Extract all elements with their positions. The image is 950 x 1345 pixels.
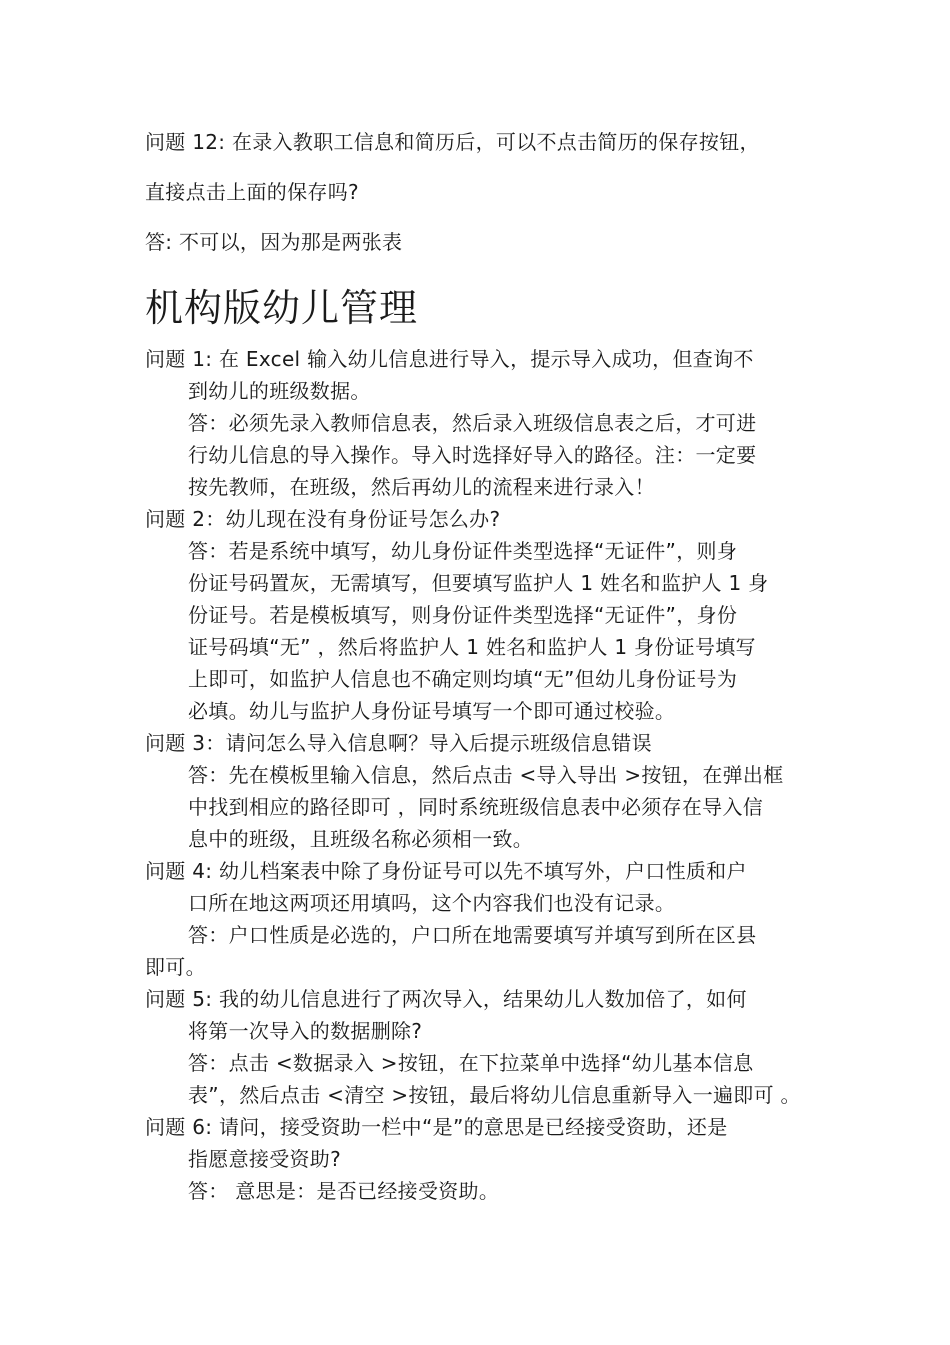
question-2-line-1: 问题 2：幼儿现在没有身份证号怎么办?	[145, 507, 501, 531]
answer-2-line-4: 证号码填“无” ，然后将监护人 1 姓名和监护人 1 身份证号填写	[188, 635, 756, 659]
answer-3-line-3: 息中的班级，且班级名称必须相一致。	[188, 827, 534, 851]
answer-2-line-1: 答：若是系统中填写，幼儿身份证件类型选择“无证件”，则身	[188, 539, 738, 563]
answer-3-line-2: 中找到相应的路径即可 ，同时系统班级信息表中必须存在导入信	[188, 795, 764, 819]
answer-2-line-3: 份证号。若是模板填写，则身份证件类型选择“无证件”，身份	[188, 603, 738, 627]
question-6-line-1: 问题 6: 请问，接受资助一栏中“是”的意思是已经接受资助，还是	[145, 1115, 728, 1139]
answer-3-line-1: 答：先在模板里输入信息，然后点击 <导入导出 >按钮，在弹出框	[188, 763, 784, 787]
answer-2-line-5: 上即可，如监护人信息也不确定则均填“无”但幼儿身份证号为	[188, 667, 738, 691]
answer-2-line-2: 份证号码置灰，无需填写，但要填写监护人 1 姓名和监护人 1 身	[188, 571, 769, 595]
question-5-line-2: 将第一次导入的数据删除?	[188, 1019, 423, 1043]
answer-5-line-2: 表”，然后点击 <清空 >按钮，最后将幼儿信息重新导入一遍即可 。	[188, 1083, 801, 1107]
question-5-line-1: 问题 5: 我的幼儿信息进行了两次导入，结果幼儿人数加倍了，如何	[145, 987, 747, 1011]
answer-2-line-6: 必填。幼儿与监护人身份证号填写一个即可通过校验。	[188, 699, 676, 723]
answer-4-line-2: 即可。	[145, 955, 206, 979]
question-1-line-1: 问题 1: 在 Excel 输入幼儿信息进行导入，提示导入成功，但查询不	[145, 347, 754, 371]
answer-5-line-1: 答：点击 <数据录入 >按钮，在下拉菜单中选择“幼儿基本信息	[188, 1051, 754, 1075]
question-3-line-1: 问题 3：请问怎么导入信息啊？导入后提示班级信息错误	[145, 731, 652, 755]
answer-1-line-2: 行幼儿信息的导入操作。导入时选择好导入的路径。注：一定要	[188, 443, 757, 467]
question-4-line-1: 问题 4: 幼儿档案表中除了身份证号可以先不填写外，户口性质和户	[145, 859, 747, 883]
answer-12: 答: 不可以，因为那是两张表	[145, 230, 403, 254]
answer-1-line-1: 答：必须先录入教师信息表，然后录入班级信息表之后，才可进	[188, 411, 757, 435]
answer-4-line-1: 答：户口性质是必选的，户口所在地需要填写并填写到所在区县	[188, 923, 757, 947]
question-12-line-2: 直接点击上面的保存吗?	[145, 180, 359, 204]
question-4-line-2: 口所在地这两项还用填吗，这个内容我们也没有记录。	[188, 891, 676, 915]
question-6-line-2: 指愿意接受资助?	[188, 1147, 342, 1171]
answer-1-line-3: 按先教师，在班级，然后再幼儿的流程来进行录入！	[188, 475, 655, 499]
answer-6-line-1: 答： 意思是：是否已经接受资助。	[188, 1179, 500, 1203]
question-1-line-2: 到幼儿的班级数据。	[188, 379, 371, 403]
section-title: 机构版幼儿管理	[145, 286, 419, 330]
question-12-line-1: 问题 12: 在录入教职工信息和简历后，可以不点击简历的保存按钮，	[145, 130, 760, 154]
